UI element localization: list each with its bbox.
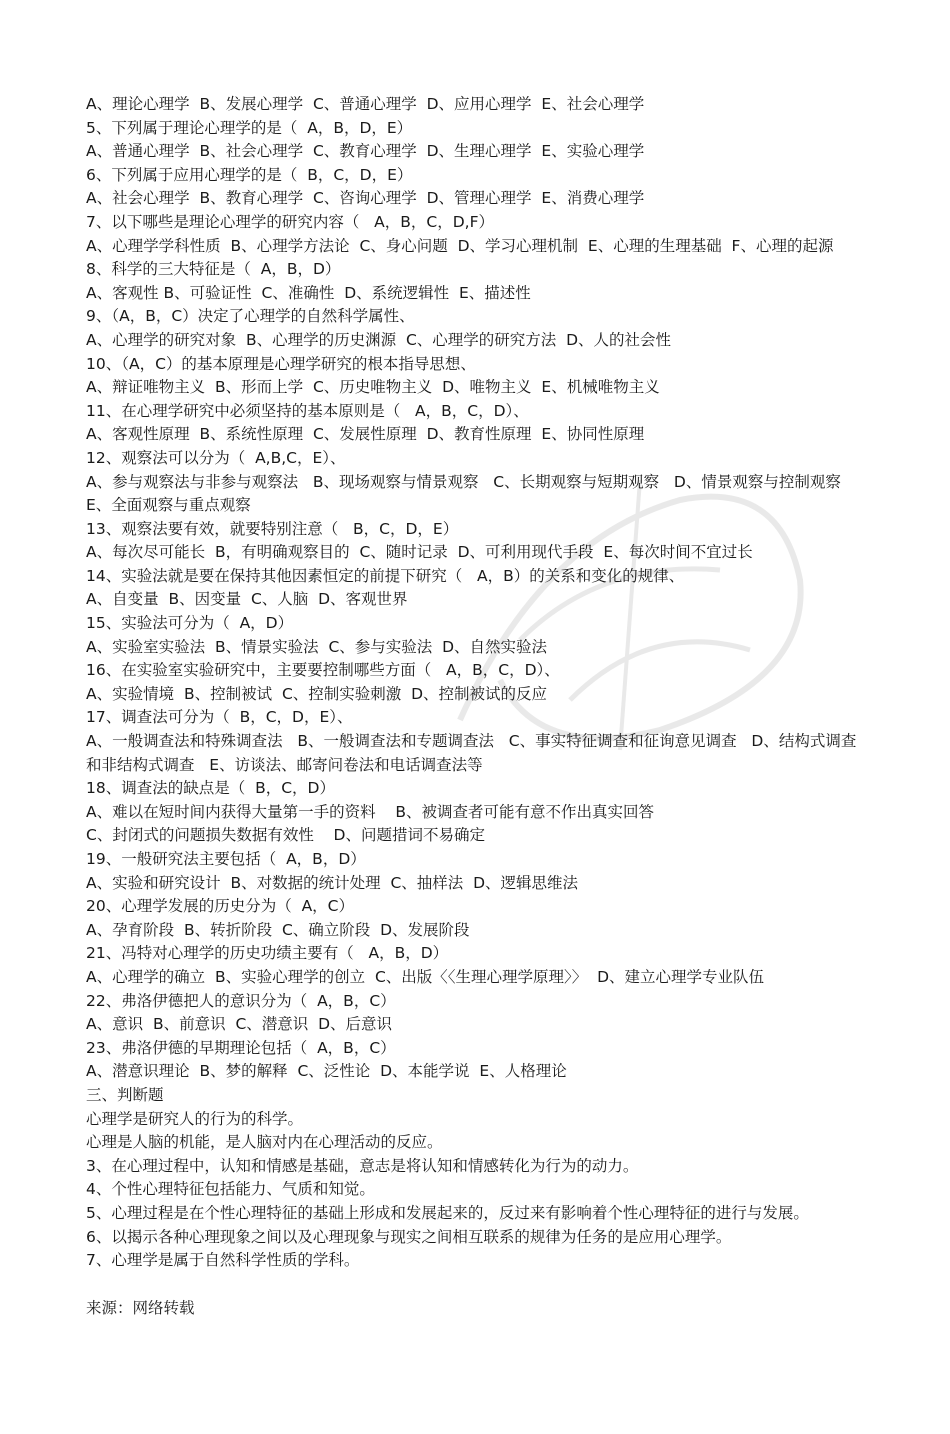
options-line: A、实验和研究设计 B、对数据的统计处理 C、抽样法 D、逻辑思维法 (86, 873, 579, 892)
judgement-item: 3、在心理过程中，认知和情感是基础，意志是将认知和情感转化为行为的动力。 (86, 1156, 639, 1175)
question-line: 7、以下哪些是理论心理学的研究内容（ A，B，C，D,F） (86, 212, 494, 231)
question-line: 18、调查法的缺点是（ B，C，D） (86, 779, 335, 798)
judgement-item: 心理学是研究人的行为的科学。 (86, 1109, 304, 1128)
document-body (86, 93, 866, 1320)
options-line: A、参与观察法与非参与观察法 B、现场观察与情景观察 C、长期观察与短期观察 D、情景观察与控制观察 E、全面观察与重点观察 (86, 472, 851, 515)
options-line: A、孕育阶段 B、转折阶段 C、确立阶段 D、发展阶段 (86, 920, 470, 939)
question-line: 22、弗洛伊德把人的意识分为（ A，B，C） (86, 991, 396, 1010)
options-line: A、客观性 B、可验证性 C、准确性 D、系统逻辑性 E、描述性 (86, 283, 531, 302)
question-line: 16、在实验室实验研究中，主要要控制哪些方面（ A，B，C，D）、 (86, 661, 560, 680)
options-line: A、实验室实验法 B、情景实验法 C、参与实验法 D、自然实验法 (86, 637, 548, 656)
question-line: 13、观察法要有效，就要特别注意（ B，C，D，E） (86, 519, 459, 538)
section-heading: 三、判断题 (86, 1085, 164, 1104)
question-line: 8、科学的三大特征是（ A，B，D） (86, 260, 341, 279)
options-line: A、客观性原理 B、系统性原理 C、发展性原理 D、教育性原理 E、协同性原理 (86, 425, 645, 444)
source-note: 来源：网络转载 (86, 1298, 195, 1317)
options-line: C、封闭式的问题损失数据有效性 D、问题措词不易确定 (86, 826, 485, 845)
question-line: 10、（A，C）的基本原理是心理学研究的根本指导思想、 (86, 354, 476, 373)
options-line: A、社会心理学 B、教育心理学 C、咨询心理学 D、管理心理学 E、消费心理学 (86, 189, 645, 208)
options-line: A、潜意识理论 B、梦的解释 C、泛性论 D、本能学说 E、人格理论 (86, 1062, 567, 1081)
options-line: A、心理学学科性质 B、心理学方法论 C、身心问题 D、学习心理机制 E、心理的生理基础 F、心理的起源 (86, 236, 834, 255)
question-line: 19、一般研究法主要包括（ A，B，D） (86, 850, 366, 868)
options-line: A、难以在短时间内获得大量第一手的资料 B、被调查者可能有意不作出真实回答 (86, 802, 654, 821)
judgement-item: 6、以揭示各种心理现象之间以及心理现象与现实之间相互联系的规律为任务的是应用心理学。 (86, 1227, 732, 1246)
options-line: A、实验情境 B、控制被试 C、控制实验刺激 D、控制被试的反应 (86, 684, 548, 703)
options-line: A、心理学的研究对象 B、心理学的历史渊源 C、心理学的研究方法 D、人的社会性 (86, 330, 672, 349)
judgement-item: 4、个性心理特征包括能力、气质和知觉。 (86, 1180, 375, 1199)
question-line: 21、冯特对心理学的历史功绩主要有（ A，B，D） (86, 944, 449, 963)
question-line: 17、调查法可分为（ B，C，D，E）、 (86, 708, 353, 727)
options-line: A、一般调查法和特殊调查法 B、一般调查法和专题调查法 C、事实特征调查和征询意见调查 D、结构式调查和非结构式调查 E、访谈法、邮寄问卷法和电话调查法等 (86, 732, 857, 774)
judgement-item: 心理是人脑的机能，是人脑对内在心理活动的反应。 (86, 1133, 443, 1152)
judgement-item: 5、心理过程是在个性心理特征的基础上形成和发展起来的，反过来有影响着个性心理特征的进行与发展。 (86, 1203, 809, 1222)
text-line: A、理论心理学 B、发展心理学 C、普通心理学 D、应用心理学 E、社会心理学 (86, 95, 645, 113)
options-line: A、每次尽可能长 B，有明确观察目的 C、随时记录 D、可利用现代手段 E、每次时间不宜过长 (86, 543, 753, 562)
question-line: 14、实验法就是要在保持其他因素恒定的前提下研究（ A，B）的关系和变化的规律、 (86, 566, 685, 585)
question-line: 11、在心理学研究中必须坚持的基本原则是（ A，B，C，D）、 (86, 401, 529, 420)
options-line: A、心理学的确立 B、实验心理学的创立 C、出版〈〈生理心理学原理〉〉 D、建立心理学专业队伍 (86, 967, 765, 986)
judgement-item: 7、心理学是属于自然科学性质的学科。 (86, 1251, 360, 1270)
question-line: 9、（A，B，C）决定了心理学的自然科学属性、 (86, 307, 415, 326)
question-line: 12、观察法可以分为（ A,B,C，E）、 (86, 448, 346, 467)
question-line: 6、下列属于应用心理学的是（ B，C，D，E） (86, 165, 413, 184)
question-line: 23、弗洛伊德的早期理论包括（ A，B，C） (86, 1038, 396, 1057)
options-line: A、自变量 B、因变量 C、人脑 D、客观世界 (86, 590, 408, 609)
options-line: A、辩证唯物主义 B、形而上学 C、历史唯物主义 D、唯物主义 E、机械唯物主义 (86, 378, 660, 397)
options-line: A、意识 B、前意识 C、潜意识 D、后意识 (86, 1015, 393, 1034)
question-line: 20、心理学发展的历史分为（ A，C） (86, 897, 355, 916)
options-line: A、普通心理学 B、社会心理学 C、教育心理学 D、生理心理学 E、实验心理学 (86, 142, 645, 161)
question-line: 15、实验法可分为（ A，D） (86, 614, 294, 633)
question-line: 5、下列属于理论心理学的是（ A，B，D，E） (86, 118, 413, 137)
